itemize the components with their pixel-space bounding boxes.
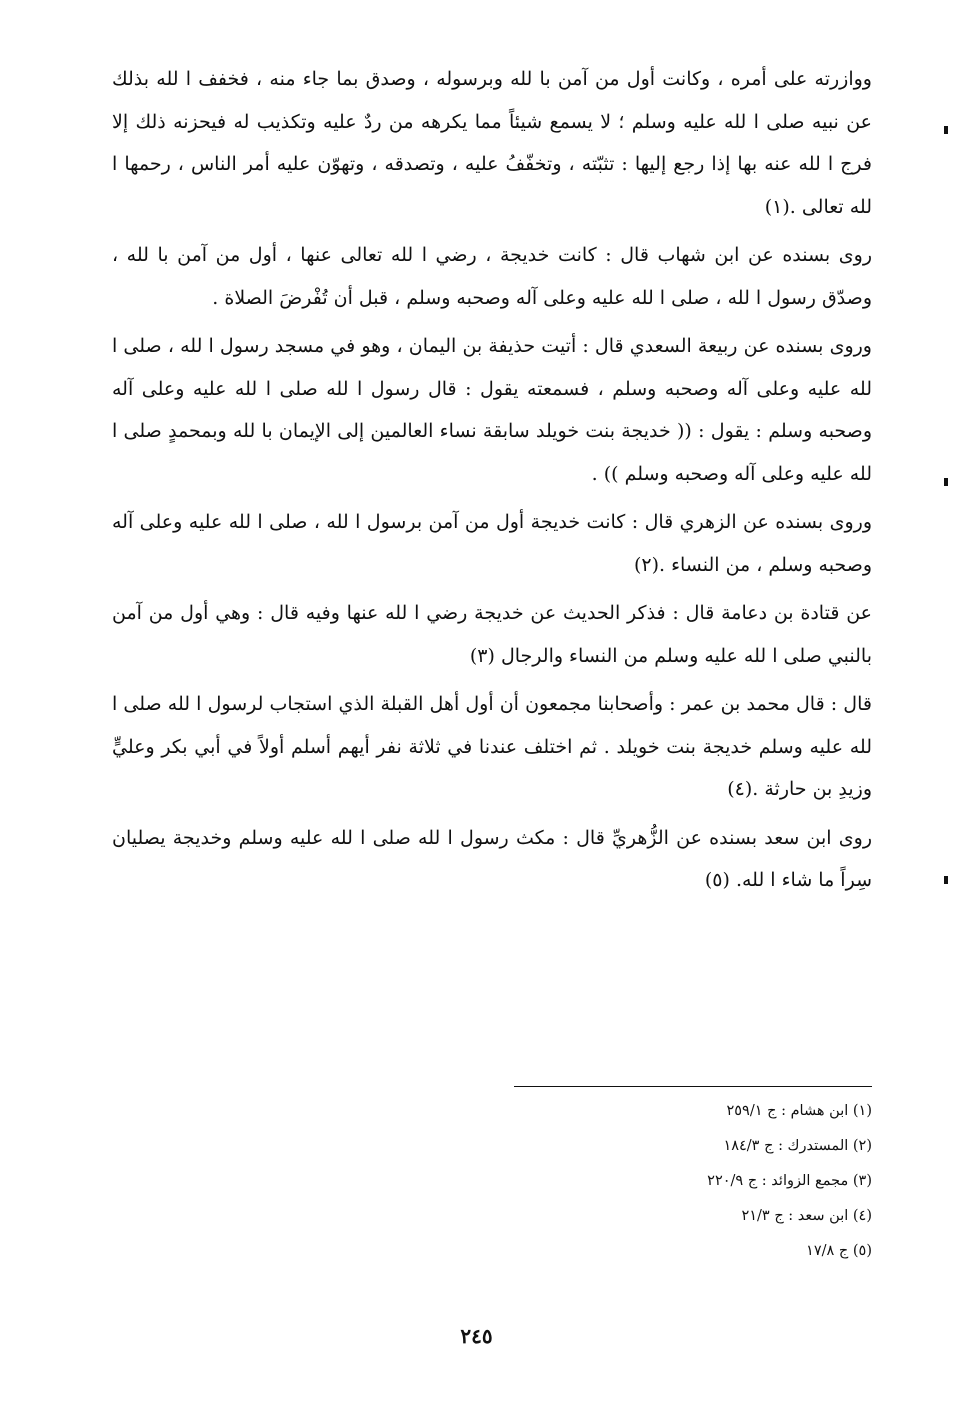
- margin-mark: [944, 126, 948, 134]
- footnote-divider: [514, 1086, 872, 1087]
- footnote: (٣) مجمع الزوائد : ج ٢٢٠/٩: [707, 1173, 872, 1189]
- paragraph: روى بسنده عن ابن شهاب قال : كانت خديجة ، رضي ا لله تعالى عنها ، أول من آمن با لله ، وصدّق رسول ا لله ، صلى ا لله عليه وعلى آله وصحبه وسلم ، قبل أن تُفْرضَ الصلاة .: [112, 244, 872, 309]
- paragraph: روى ابن سعد بسنده عن الزُّهريِّ قال : مكث رسول ا لله صلى ا لله عليه وسلم وخديجة يصليان سِراً ما شاء ا لله. (٥): [112, 826, 872, 891]
- page-number: ٢٤٥: [460, 1324, 493, 1348]
- paragraph: وروى بسنده عن ربيعة السعدي قال : أتيت حذيفة بن اليمان ، وهو في مسجد رسول ا لله ، صلى ا لله عليه وعلى آله وصحبه وسلم ، فسمعته يقول : قال رسول ا لله صلى ا لله عليه وعلى آله وصحبه وسلم : يقول : (( خديجة بنت خويلد سابقة نساء العالمين إلى الإيمان با لله وبمحمدٍ صلى ا لله عليه وعلى آله وصحبه وسلم )) .: [112, 335, 872, 485]
- footnote: (٥) ج ١٧/٨: [806, 1243, 872, 1259]
- paragraph: قال : قال محمد بن عمر : وأصحابنا مجمعون أن أول أهل القبلة الذي استجاب لرسول ا لله صلى ا لله عليه وسلم خديجة بنت خويلد . ثم اختلف عندنا في ثلاثة نفر أيهم أسلم أولاً في أبي بكر وعليٍّ وزيدِ بن حارثة .(٤): [112, 693, 872, 800]
- body-text: [112, 58, 872, 902]
- footnotes: [512, 1094, 872, 1269]
- footnote: (٢) المستدرك : ج ١٨٤/٣: [723, 1138, 872, 1154]
- footnote: (١) ابن هشام : ج ٢٥٩/١: [726, 1103, 872, 1119]
- paragraph: عن قتادة بن دعامة قال : فذكر الحديث عن خديجة رضي ا لله عنها وفيه قال : وهي أول من آمن بالنبي صلى ا لله عليه وسلم من النساء والرجال (٣): [112, 602, 872, 667]
- paragraph: وروى بسنده عن الزهري قال : كانت خديجة أول من آمن برسول ا لله ، صلى ا لله عليه وعلى آله وصحبه وسلم ، من النساء .(٢): [112, 511, 872, 576]
- margin-mark: [944, 876, 948, 884]
- margin-mark: [944, 478, 948, 486]
- footnote: (٤) ابن سعد : ج ٢١/٣: [741, 1208, 872, 1224]
- paragraph: ووازرته على أمره ، وكانت أول من آمن با لله وبرسوله ، وصدق بما جاء منه ، فخفف ا لله بذلك عن نبيه صلى ا لله عليه وسلم ؛ لا يسمع شيئاً مما يكرهه من ردٌ عليه وتكذيب له فيحزنه ذلك إلا فرج ا لله عنه بها إذا رجع إليها : تثبّته ، وتخفّفُ عليه ، وتصدقه ، وتهوّن عليه أمر الناس ، رحمها ا لله تعالى .(١): [112, 68, 872, 218]
